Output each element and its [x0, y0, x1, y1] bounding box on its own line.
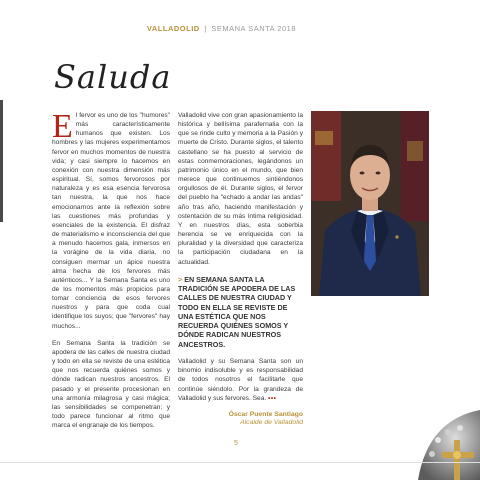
left-edge-strip [0, 100, 3, 222]
pull-quote-text: EN SEMANA SANTA LA TRADICIÓN SE APODERA DE LAS CALLES DE NUESTRA CIUDAD Y TODO EN ELLA SE REVISTE DE UNA ESTÉTICA QUE NOS RECUERDA QUIÉNES SOMOS Y DÓNDE RADICAN NUESTROS ANCESTROS. [178, 274, 296, 349]
page-title: Saluda [54, 58, 172, 96]
paragraph-valladolid: Valladolid vive con gran apasionamiento la histórica y bellísima parafernalia con la que se rinde culto y memoria a la Pasión y muerte de Cristo. Durante siglos, el talento castellano se ha puesto al servicio de estas conmemoraciones, legándonos un patrimonio único en el mundo, que bien merece que continuemos sintiéndonos orgullosos de él. Durante siglos, el fervor del pueblo ha "echado a andar las andas" año tras año, haciendo manifestación y ostentación de su más íntima religiosidad. Y en nuestros días, esta soberbia herencia se ve enriquecida con la pluralidad y la diversidad que caracteriza la participación ciudadana en la actualidad. [178, 112, 303, 266]
paragraph-intro [52, 108, 170, 331]
paragraph-intro-text: l fervor es uno de los "humores" más característicamente humanos que existen. Los hombres y las mujeres experimentamos fervor en muchos momentos de nuestra vida; y casi siempre lo hacemos en conexión con nuestra dimensión más espiritual. Sí, somos fervorosos por naturaleza y es esa esencia fervorosa tan nuestra, la que nos hace emocionarnos ante la reflexión sobre las cuestiones más profundas y esenciales de la existencia. El disfraz de materialismo e inconsciencia del que a menudo hacemos gala, inmersos en la vorágine de la vida diaria, no consiguen mermar un ápice nuestra alma hecha de los fervores más auténticos... Y la Semana Santa es uno de los momentos más propicios para tomar conciencia de esos fervores nuestros y para que coda cual identifique los suyos; que "fervores" hay muchos... [52, 112, 170, 330]
signature-name: Óscar Puente Santiago [228, 410, 303, 418]
pull-quote [178, 275, 303, 349]
paragraph-closing-text: Valladolid y su Semana Santa son un binomio indisoluble y es responsabilidad de todos nosotros el facilitarle que continúe siéndolo. Por la grandeza de Valladolid y sus fervores. Sea. [178, 358, 303, 402]
paragraph-tradition: En Semana Santa la tradición se apodera de las calles de nuestra ciudad y todo en ella se reviste de una estética que nos recuerda quiénes somos y dónde radican nuestros ancestros. El pasado y el presente procesionan en una armonía milagrosa y casi mágica; las sensibilidades se compenetran; y todo parece funcionar al ritmo que marca el engranaje de los tiempos. [52, 339, 170, 430]
page-number: 5 [234, 440, 238, 447]
signature-block [178, 411, 303, 428]
portrait-illustration [311, 111, 429, 296]
mayor-portrait-photo [311, 111, 429, 296]
page-header [96, 24, 296, 33]
pull-quote-arrow: > [178, 274, 183, 284]
cross-illustration [388, 400, 480, 480]
dropcap-letter: E [52, 108, 73, 145]
text-column-left [52, 108, 170, 438]
header-separator: | [204, 24, 207, 33]
header-event: SEMANA SANTA 2018 [211, 24, 296, 33]
header-city: VALLADOLID [146, 24, 200, 33]
text-column-right [178, 111, 303, 428]
signature-role: Alcalde de Valladolid [240, 419, 303, 427]
footer-divider [0, 462, 480, 463]
decorative-cross-image [388, 400, 480, 480]
end-mark: ••• [268, 394, 277, 402]
paragraph-closing [178, 357, 303, 403]
